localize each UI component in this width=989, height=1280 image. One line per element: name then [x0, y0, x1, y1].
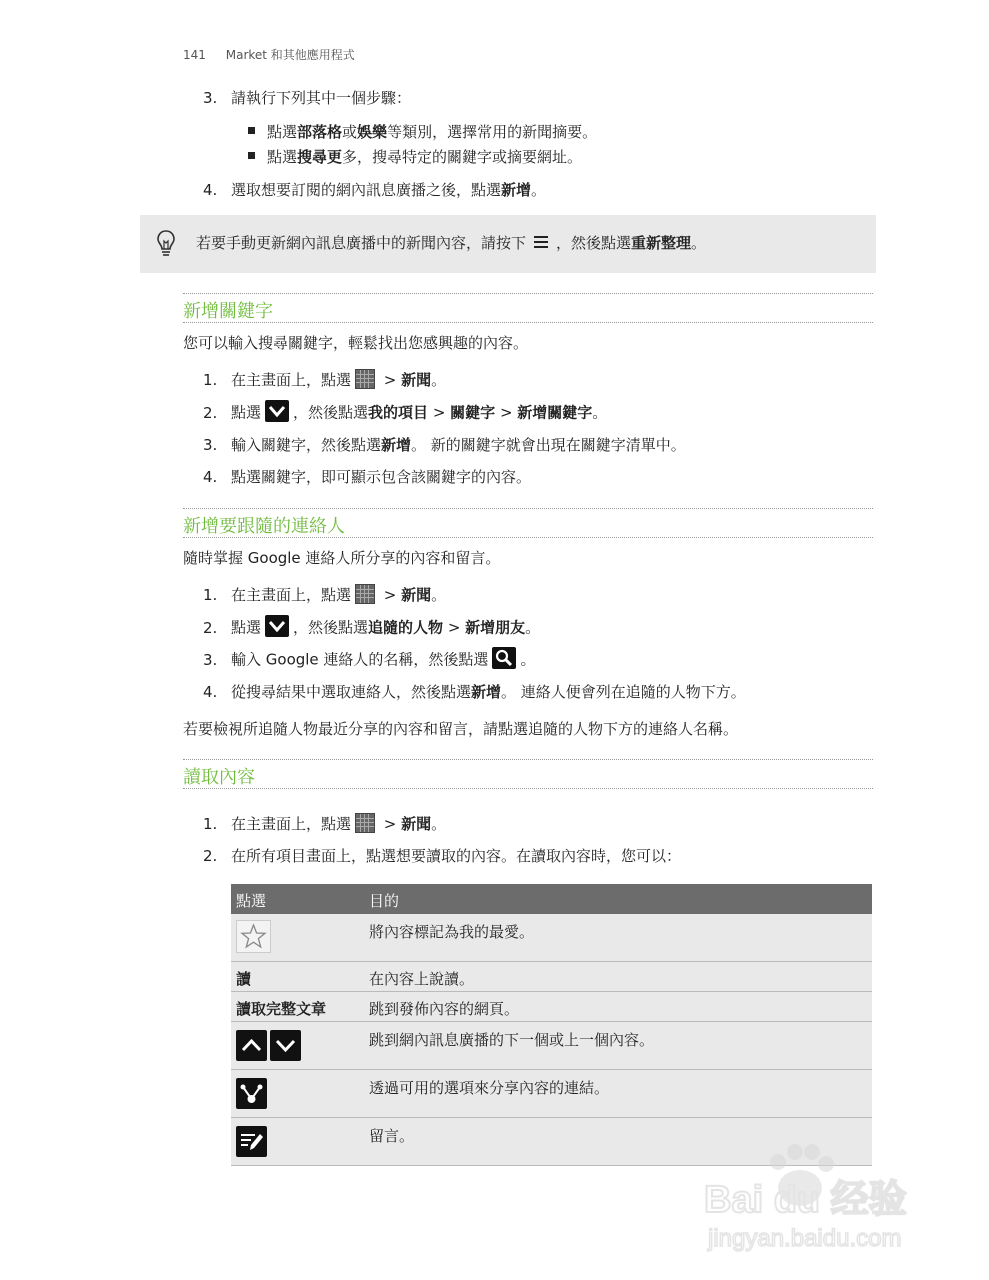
s3-step-2: 2. 在所有項目畫面上，點選想要讀取的內容。在讀取內容時，您可以： — [203, 847, 682, 865]
s1-step-2: 2. 點選 ，然後點選我的項目 > 關鍵字 > 新增關鍵字。 — [203, 402, 607, 424]
s1-step-3: 3. 輸入關鍵字，然後點選新增。 新的關鍵字就會出現在關鍵字清單中。 — [203, 436, 686, 454]
menu-icon — [534, 236, 548, 248]
table-row: 跳到網內訊息廣播的下一個或上一個內容。 — [231, 1022, 872, 1070]
s2-step-3: 3. 輸入 Google 連絡人的名稱，然後點選 。 — [203, 649, 535, 671]
baidu-watermark — [700, 1140, 940, 1260]
s1-step-1: 1. 在主畫面上，點選 > 新聞。 — [203, 370, 446, 391]
all-apps-icon — [355, 369, 375, 389]
table-row: 讀 在內容上說讀。 — [231, 962, 872, 992]
paw-logo-icon — [700, 1140, 940, 1260]
search-icon — [492, 647, 516, 669]
svg-text:jingyan.baidu.com: jingyan.baidu.com — [708, 1225, 902, 1252]
comment-icon — [236, 1126, 267, 1157]
chevron-down-icon — [265, 400, 289, 422]
chevron-down-icon — [270, 1030, 301, 1061]
star-icon — [236, 920, 271, 953]
s2-step-4: 4. 從搜尋結果中選取連絡人，然後點選新增。 連絡人便會列在追隨的人物下方。 — [203, 683, 746, 701]
share-icon — [236, 1078, 267, 1109]
section2-intro: 隨時掌握 Google 連絡人所分享的內容和留言。 — [183, 549, 501, 567]
svg-text:Bai du 经验: Bai du 经验 — [704, 1179, 907, 1221]
tip-box: 若要手動更新網內訊息廣播中的新聞內容，請按下 ，然後點選重新整理。 — [140, 215, 876, 273]
lightbulb-icon — [156, 229, 176, 259]
all-apps-icon — [355, 813, 375, 833]
section-heading-follow: 新增要跟隨的連絡人 — [183, 508, 873, 538]
chevron-down-icon — [265, 615, 289, 637]
bullet-1: 點選部落格或娛樂等類別，選擇常用的新聞摘要。 — [248, 122, 597, 142]
page-number: 141 — [183, 48, 206, 62]
table-row: 透過可用的選項來分享內容的連結。 — [231, 1070, 872, 1118]
table-row: 讀取完整文章 跳到發佈內容的網頁。 — [231, 992, 872, 1022]
table-header: 點選 目的 — [231, 884, 872, 914]
section2-outro: 若要檢視所追隨人物最近分享的內容和留言，請點選追隨的人物下方的連絡人名稱。 — [183, 720, 739, 738]
bullet-2: 點選搜尋更多，搜尋特定的關鍵字或摘要網址。 — [248, 147, 582, 167]
section-heading-read: 讀取內容 — [183, 759, 873, 789]
chapter-title: Market 和其他應用程式 — [225, 48, 355, 62]
step-4-top: 4. 選取想要訂閱的網內訊息廣播之後，點選新增。 — [203, 181, 547, 199]
s2-step-2: 2. 點選 ，然後點選追隨的人物 > 新增朋友。 — [203, 617, 540, 639]
section1-intro: 您可以輸入搜尋關鍵字，輕鬆找出您感興趣的內容。 — [183, 334, 529, 352]
actions-table — [231, 884, 872, 1166]
chevron-up-icon — [236, 1030, 267, 1061]
section-heading-keywords: 新增關鍵字 — [183, 293, 873, 323]
s3-step-1: 1. 在主畫面上，點選 > 新聞。 — [203, 814, 446, 835]
table-row: 留言。 — [231, 1118, 872, 1166]
step-3-top: 3. 請執行下列其中一個步驟： — [203, 89, 412, 107]
table-row: 將內容標記為我的最愛。 — [231, 914, 872, 962]
s2-step-1: 1. 在主畫面上，點選 > 新聞。 — [203, 585, 446, 606]
page-header — [183, 46, 355, 63]
s1-step-4: 4. 點選關鍵字，即可顯示包含該關鍵字的內容。 — [203, 468, 532, 486]
all-apps-icon — [355, 584, 375, 604]
